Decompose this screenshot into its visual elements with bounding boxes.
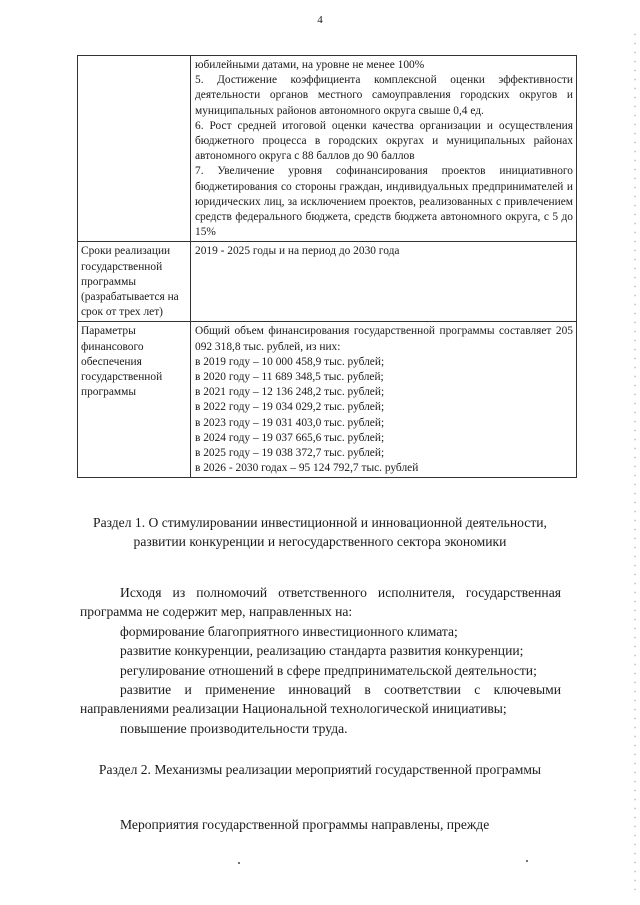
table-row bbox=[78, 242, 577, 322]
financing-year: в 2022 году – 19 034 029,2 тыс. рублей; bbox=[195, 401, 385, 414]
scan-edge-noise bbox=[634, 30, 636, 890]
scan-speck bbox=[526, 860, 528, 862]
scan-speck bbox=[238, 862, 240, 864]
financing-total: Общий объем финансирования государственной программы составляет 205 092 318,8 тыс. рублей, из них: bbox=[195, 325, 573, 353]
row-label-cell bbox=[78, 322, 191, 478]
row-content-cell bbox=[191, 242, 577, 322]
program-period: 2019 - 2025 годы и на период до 2030 года bbox=[195, 245, 400, 258]
paragraph: развитие конкуренции, реализацию стандарта развития конкуренции; bbox=[120, 643, 524, 659]
row-label: Параметры финансового обеспечения государственной программы bbox=[81, 325, 163, 399]
indicator-text: 7. Увеличение уровня софинансирования проектов инициативного бюджетирования со стороны граждан, индивидуальных предпринимателей и юридических лиц, за исключением проектов, реализованных с привлечением средств федерального бюджета, средств бюджета автономного округа, с 5 до 15% bbox=[195, 165, 573, 239]
indicator-text: 6. Рост средней итоговой оценки качества организации и осуществления бюджетного процесса в городских округах и муниципальных районах автономного округа с 88 баллов до 90 баллов bbox=[195, 119, 573, 163]
table-row bbox=[78, 322, 577, 478]
section-1-title: Раздел 1. О стимулировании инвестиционной и инновационной деятельности, развитии конкуренции и негосударственного сектора экономики bbox=[93, 515, 547, 549]
financing-year: в 2026 - 2030 годах – 95 124 792,7 тыс. рублей bbox=[195, 462, 419, 475]
paragraph: Исходя из полномочий ответственного исполнителя, государственная программа не содержит мер, направленных на: bbox=[80, 585, 561, 620]
section-2-body bbox=[80, 815, 561, 834]
section-2-title: Раздел 2. Механизмы реализации мероприятий государственной программы bbox=[98, 762, 542, 777]
financing-year: в 2024 году – 19 037 665,6 тыс. рублей; bbox=[195, 431, 385, 444]
paragraph: повышение производительности труда. bbox=[120, 720, 348, 736]
paragraph: развитие и применение инноваций в соответствии с ключевыми направлениями реализации Национальной технологической инициативы; bbox=[80, 682, 561, 717]
indicator-text: 5. Достижение коэффициента комплексной оценки эффективности деятельности органов местного самоуправления городских округов и муниципальных районов автономного округа свыше 0,4 ед. bbox=[195, 74, 573, 117]
row-label: Сроки реализации государственной программы (разрабатывается на срок от трех лет) bbox=[81, 245, 179, 319]
table-row bbox=[78, 56, 577, 242]
financing-year: в 2025 году – 19 038 372,7 тыс. рублей; bbox=[195, 447, 385, 460]
row-label-cell bbox=[78, 242, 191, 322]
section-1-body bbox=[80, 583, 561, 738]
row-content-cell bbox=[191, 56, 577, 242]
financing-year: в 2019 году – 10 000 458,9 тыс. рублей; bbox=[195, 355, 385, 368]
paragraph: регулирование отношений в сфере предпринимательской деятельности; bbox=[120, 662, 537, 678]
program-passport-table bbox=[77, 55, 577, 478]
financing-year: в 2021 году – 12 136 248,2 тыс. рублей; bbox=[195, 386, 385, 399]
financing-year: в 2020 году – 11 689 348,5 тыс. рублей; bbox=[195, 371, 384, 384]
row-content-cell bbox=[191, 322, 577, 478]
financing-year: в 2023 году – 19 031 403,0 тыс. рублей; bbox=[195, 416, 385, 429]
indicator-text: юбилейными датами, на уровне не менее 100% bbox=[195, 59, 425, 71]
paragraph: формирование благоприятного инвестиционного климата; bbox=[120, 623, 458, 639]
paragraph: Мероприятия государственной программы направлены, прежде bbox=[120, 817, 490, 832]
row-label-cell bbox=[78, 56, 191, 242]
page-number: 4 bbox=[317, 14, 323, 26]
